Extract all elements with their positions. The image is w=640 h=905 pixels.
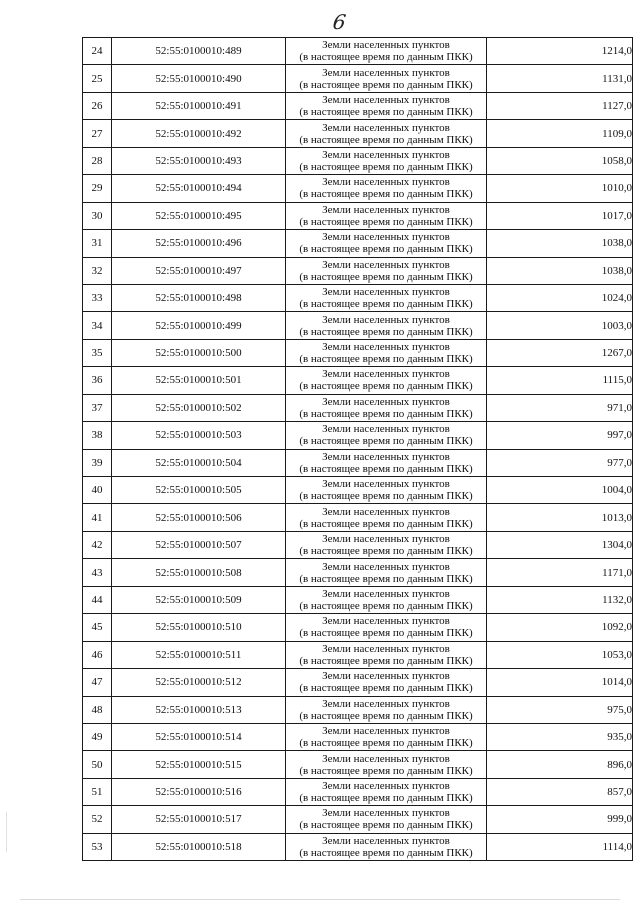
parcel-area: 1132,0 bbox=[487, 586, 633, 613]
row-number: 43 bbox=[83, 559, 112, 586]
cadastral-number: 52:55:0100010:492 bbox=[112, 120, 286, 147]
table-row bbox=[83, 422, 633, 449]
parcel-area: 935,0 bbox=[487, 723, 633, 750]
table-row bbox=[83, 559, 633, 586]
row-number: 47 bbox=[83, 669, 112, 696]
land-category bbox=[286, 65, 487, 92]
table-row bbox=[83, 120, 633, 147]
cadastral-number: 52:55:0100010:500 bbox=[112, 339, 286, 366]
scan-artifact bbox=[20, 899, 620, 900]
land-category bbox=[286, 669, 487, 696]
cadastral-number: 52:55:0100010:499 bbox=[112, 312, 286, 339]
page-number: 6 bbox=[331, 10, 348, 34]
land-category-line2: (в настоящее время по данным ПКК) bbox=[299, 462, 473, 475]
table-row bbox=[83, 449, 633, 476]
land-category-line2: (в настоящее время по данным ПКК) bbox=[299, 490, 473, 503]
land-category-line1: Земли населенных пунктов bbox=[322, 560, 450, 573]
land-category-line1: Земли населенных пунктов bbox=[322, 752, 450, 765]
cadastral-number: 52:55:0100010:505 bbox=[112, 477, 286, 504]
parcel-area: 1267,0 bbox=[487, 339, 633, 366]
cadastral-number: 52:55:0100010:496 bbox=[112, 230, 286, 257]
land-category bbox=[286, 120, 487, 147]
row-number: 51 bbox=[83, 778, 112, 805]
land-category bbox=[286, 230, 487, 257]
table-row bbox=[83, 531, 633, 558]
land-category bbox=[286, 367, 487, 394]
cadastral-number: 52:55:0100010:511 bbox=[112, 641, 286, 668]
land-category bbox=[286, 394, 487, 421]
parcel-area: 1092,0 bbox=[487, 614, 633, 641]
land-category bbox=[286, 339, 487, 366]
row-number: 26 bbox=[83, 92, 112, 119]
land-category bbox=[286, 449, 487, 476]
table-row bbox=[83, 312, 633, 339]
land-category-line1: Земли населенных пунктов bbox=[322, 203, 450, 216]
land-category-line2: (в настоящее время по данным ПКК) bbox=[299, 737, 473, 750]
land-category-line1: Земли населенных пунктов bbox=[322, 834, 450, 847]
land-category bbox=[286, 641, 487, 668]
land-category-line2: (в настоящее время по данным ПКК) bbox=[299, 215, 473, 228]
row-number: 48 bbox=[83, 696, 112, 723]
land-category-line1: Земли населенных пунктов bbox=[322, 670, 450, 683]
cadastral-number: 52:55:0100010:498 bbox=[112, 284, 286, 311]
parcel-area: 977,0 bbox=[487, 449, 633, 476]
table-row bbox=[83, 202, 633, 229]
table-row bbox=[83, 586, 633, 613]
land-category bbox=[286, 477, 487, 504]
land-category-line2: (в настоящее время по данным ПКК) bbox=[299, 435, 473, 448]
cadastral-number: 52:55:0100010:497 bbox=[112, 257, 286, 284]
land-category-line1: Земли населенных пунктов bbox=[322, 258, 450, 271]
row-number: 31 bbox=[83, 230, 112, 257]
land-category-line1: Земли населенных пунктов bbox=[322, 286, 450, 299]
row-number: 39 bbox=[83, 449, 112, 476]
land-category-line1: Земли населенных пунктов bbox=[322, 533, 450, 546]
land-category-line2: (в настоящее время по данным ПКК) bbox=[299, 353, 473, 366]
row-number: 24 bbox=[83, 38, 112, 65]
parcel-area: 857,0 bbox=[487, 778, 633, 805]
cadastral-number: 52:55:0100010:503 bbox=[112, 422, 286, 449]
land-category bbox=[286, 422, 487, 449]
land-category bbox=[286, 92, 487, 119]
land-category-line1: Земли населенных пунктов bbox=[322, 148, 450, 161]
land-category bbox=[286, 504, 487, 531]
land-category-line1: Земли населенных пунктов bbox=[322, 94, 450, 107]
row-number: 35 bbox=[83, 339, 112, 366]
cadastral-number: 52:55:0100010:504 bbox=[112, 449, 286, 476]
scan-artifact bbox=[6, 812, 7, 852]
parcel-table bbox=[82, 37, 633, 861]
land-category bbox=[286, 586, 487, 613]
parcel-area: 1038,0 bbox=[487, 230, 633, 257]
row-number: 27 bbox=[83, 120, 112, 147]
table-row bbox=[83, 614, 633, 641]
land-category-line2: (в настоящее время по данным ПКК) bbox=[299, 51, 473, 64]
row-number: 37 bbox=[83, 394, 112, 421]
row-number: 33 bbox=[83, 284, 112, 311]
cadastral-number: 52:55:0100010:489 bbox=[112, 38, 286, 65]
land-category-line2: (в настоящее время по данным ПКК) bbox=[299, 682, 473, 695]
land-category-line1: Земли населенных пунктов bbox=[322, 615, 450, 628]
parcel-area: 999,0 bbox=[487, 806, 633, 833]
land-category-line2: (в настоящее время по данным ПКК) bbox=[299, 517, 473, 530]
land-category bbox=[286, 614, 487, 641]
parcel-area: 1003,0 bbox=[487, 312, 633, 339]
parcel-area: 1010,0 bbox=[487, 175, 633, 202]
table-row bbox=[83, 806, 633, 833]
cadastral-number: 52:55:0100010:518 bbox=[112, 833, 286, 860]
cadastral-number: 52:55:0100010:501 bbox=[112, 367, 286, 394]
land-category bbox=[286, 559, 487, 586]
cadastral-number: 52:55:0100010:495 bbox=[112, 202, 286, 229]
parcel-area: 1024,0 bbox=[487, 284, 633, 311]
row-number: 30 bbox=[83, 202, 112, 229]
land-category-line2: (в настоящее время по данным ПКК) bbox=[299, 819, 473, 832]
land-category-line1: Земли населенных пунктов bbox=[322, 725, 450, 738]
parcel-area: 1014,0 bbox=[487, 669, 633, 696]
row-number: 29 bbox=[83, 175, 112, 202]
land-category bbox=[286, 38, 487, 65]
table-row bbox=[83, 641, 633, 668]
parcel-area: 1053,0 bbox=[487, 641, 633, 668]
parcel-area: 1017,0 bbox=[487, 202, 633, 229]
parcel-area: 997,0 bbox=[487, 422, 633, 449]
table-row bbox=[83, 504, 633, 531]
table-row bbox=[83, 751, 633, 778]
parcel-area: 1109,0 bbox=[487, 120, 633, 147]
row-number: 36 bbox=[83, 367, 112, 394]
row-number: 38 bbox=[83, 422, 112, 449]
table-row bbox=[83, 696, 633, 723]
table-row bbox=[83, 339, 633, 366]
row-number: 52 bbox=[83, 806, 112, 833]
land-category-line1: Земли населенных пунктов bbox=[322, 642, 450, 655]
table-row bbox=[83, 257, 633, 284]
land-category-line1: Земли населенных пунктов bbox=[322, 478, 450, 491]
land-category-line2: (в настоящее время по данным ПКК) bbox=[299, 846, 473, 859]
table-row bbox=[83, 367, 633, 394]
cadastral-number: 52:55:0100010:516 bbox=[112, 778, 286, 805]
parcel-area: 1038,0 bbox=[487, 257, 633, 284]
cadastral-number: 52:55:0100010:508 bbox=[112, 559, 286, 586]
land-category bbox=[286, 531, 487, 558]
land-category-line1: Земли населенных пунктов bbox=[322, 780, 450, 793]
row-number: 46 bbox=[83, 641, 112, 668]
land-category bbox=[286, 147, 487, 174]
cadastral-number: 52:55:0100010:515 bbox=[112, 751, 286, 778]
row-number: 53 bbox=[83, 833, 112, 860]
table-row bbox=[83, 394, 633, 421]
cadastral-number: 52:55:0100010:491 bbox=[112, 92, 286, 119]
land-category-line1: Земли населенных пунктов bbox=[322, 176, 450, 189]
table-row bbox=[83, 723, 633, 750]
land-category bbox=[286, 312, 487, 339]
row-number: 40 bbox=[83, 477, 112, 504]
cadastral-number: 52:55:0100010:512 bbox=[112, 669, 286, 696]
land-category-line2: (в настоящее время по данным ПКК) bbox=[299, 243, 473, 256]
table-row bbox=[83, 92, 633, 119]
land-category-line2: (в настоящее время по данным ПКК) bbox=[299, 407, 473, 420]
land-category-line2: (в настоящее время по данным ПКК) bbox=[299, 325, 473, 338]
parcel-area: 1013,0 bbox=[487, 504, 633, 531]
land-category-line1: Земли населенных пунктов bbox=[322, 231, 450, 244]
land-category-line1: Земли населенных пунктов bbox=[322, 368, 450, 381]
land-category-line2: (в настоящее время по данным ПКК) bbox=[299, 572, 473, 585]
cadastral-number: 52:55:0100010:513 bbox=[112, 696, 286, 723]
parcel-area: 1004,0 bbox=[487, 477, 633, 504]
land-category bbox=[286, 833, 487, 860]
parcel-area: 1131,0 bbox=[487, 65, 633, 92]
land-category-line1: Земли населенных пунктов bbox=[322, 395, 450, 408]
parcel-area: 1115,0 bbox=[487, 367, 633, 394]
cadastral-number: 52:55:0100010:507 bbox=[112, 531, 286, 558]
cadastral-number: 52:55:0100010:509 bbox=[112, 586, 286, 613]
land-category bbox=[286, 257, 487, 284]
land-category-line2: (в настоящее время по данным ПКК) bbox=[299, 792, 473, 805]
land-category bbox=[286, 751, 487, 778]
land-category bbox=[286, 696, 487, 723]
parcel-area: 975,0 bbox=[487, 696, 633, 723]
land-category-line2: (в настоящее время по данным ПКК) bbox=[299, 78, 473, 91]
cadastral-number: 52:55:0100010:510 bbox=[112, 614, 286, 641]
land-category bbox=[286, 284, 487, 311]
land-category-line2: (в настоящее время по данным ПКК) bbox=[299, 188, 473, 201]
row-number: 28 bbox=[83, 147, 112, 174]
land-category-line1: Земли населенных пунктов bbox=[322, 313, 450, 326]
row-number: 44 bbox=[83, 586, 112, 613]
row-number: 34 bbox=[83, 312, 112, 339]
cadastral-number: 52:55:0100010:514 bbox=[112, 723, 286, 750]
parcel-area: 1127,0 bbox=[487, 92, 633, 119]
land-category-line2: (в настоящее время по данным ПКК) bbox=[299, 545, 473, 558]
land-category-line1: Земли населенных пунктов bbox=[322, 341, 450, 354]
parcel-area: 896,0 bbox=[487, 751, 633, 778]
land-category bbox=[286, 202, 487, 229]
table-row bbox=[83, 147, 633, 174]
row-number: 42 bbox=[83, 531, 112, 558]
land-category-line2: (в настоящее время по данным ПКК) bbox=[299, 298, 473, 311]
land-category-line2: (в настоящее время по данным ПКК) bbox=[299, 160, 473, 173]
parcel-area: 1114,0 bbox=[487, 833, 633, 860]
land-category bbox=[286, 175, 487, 202]
land-category-line1: Земли населенных пунктов bbox=[322, 450, 450, 463]
land-category-line2: (в настоящее время по данным ПКК) bbox=[299, 764, 473, 777]
land-category-line2: (в настоящее время по данным ПКК) bbox=[299, 270, 473, 283]
land-category bbox=[286, 806, 487, 833]
land-category-line1: Земли населенных пунктов bbox=[322, 66, 450, 79]
land-category bbox=[286, 723, 487, 750]
table-row bbox=[83, 778, 633, 805]
row-number: 45 bbox=[83, 614, 112, 641]
land-category-line2: (в настоящее время по данным ПКК) bbox=[299, 709, 473, 722]
row-number: 25 bbox=[83, 65, 112, 92]
land-category-line2: (в настоящее время по данным ПКК) bbox=[299, 106, 473, 119]
row-number: 49 bbox=[83, 723, 112, 750]
table-row bbox=[83, 175, 633, 202]
cadastral-number: 52:55:0100010:490 bbox=[112, 65, 286, 92]
cadastral-number: 52:55:0100010:506 bbox=[112, 504, 286, 531]
table-row bbox=[83, 65, 633, 92]
table-row bbox=[83, 230, 633, 257]
land-category-line1: Земли населенных пунктов bbox=[322, 121, 450, 134]
cadastral-number: 52:55:0100010:494 bbox=[112, 175, 286, 202]
row-number: 41 bbox=[83, 504, 112, 531]
parcel-area: 1304,0 bbox=[487, 531, 633, 558]
land-category bbox=[286, 778, 487, 805]
cadastral-number: 52:55:0100010:493 bbox=[112, 147, 286, 174]
parcel-area: 1171,0 bbox=[487, 559, 633, 586]
parcel-area: 971,0 bbox=[487, 394, 633, 421]
land-category-line1: Земли населенных пунктов bbox=[322, 423, 450, 436]
table-row bbox=[83, 669, 633, 696]
land-category-line1: Земли населенных пунктов bbox=[322, 39, 450, 52]
table-row bbox=[83, 833, 633, 860]
parcel-area: 1058,0 bbox=[487, 147, 633, 174]
cadastral-number: 52:55:0100010:502 bbox=[112, 394, 286, 421]
row-number: 50 bbox=[83, 751, 112, 778]
land-category-line2: (в настоящее время по данным ПКК) bbox=[299, 133, 473, 146]
land-category-line2: (в настоящее время по данным ПКК) bbox=[299, 654, 473, 667]
row-number: 32 bbox=[83, 257, 112, 284]
cadastral-number: 52:55:0100010:517 bbox=[112, 806, 286, 833]
parcel-area: 1214,0 bbox=[487, 38, 633, 65]
land-category-line1: Земли населенных пунктов bbox=[322, 807, 450, 820]
land-category-line2: (в настоящее время по данным ПКК) bbox=[299, 380, 473, 393]
land-category-line1: Земли населенных пунктов bbox=[322, 587, 450, 600]
land-category-line2: (в настоящее время по данным ПКК) bbox=[299, 599, 473, 612]
table-row bbox=[83, 38, 633, 65]
land-category-line2: (в настоящее время по данным ПКК) bbox=[299, 627, 473, 640]
land-category-line1: Земли населенных пунктов bbox=[322, 505, 450, 518]
land-category-line1: Земли населенных пунктов bbox=[322, 697, 450, 710]
table-row bbox=[83, 477, 633, 504]
parcel-table-body bbox=[83, 38, 633, 861]
table-row bbox=[83, 284, 633, 311]
